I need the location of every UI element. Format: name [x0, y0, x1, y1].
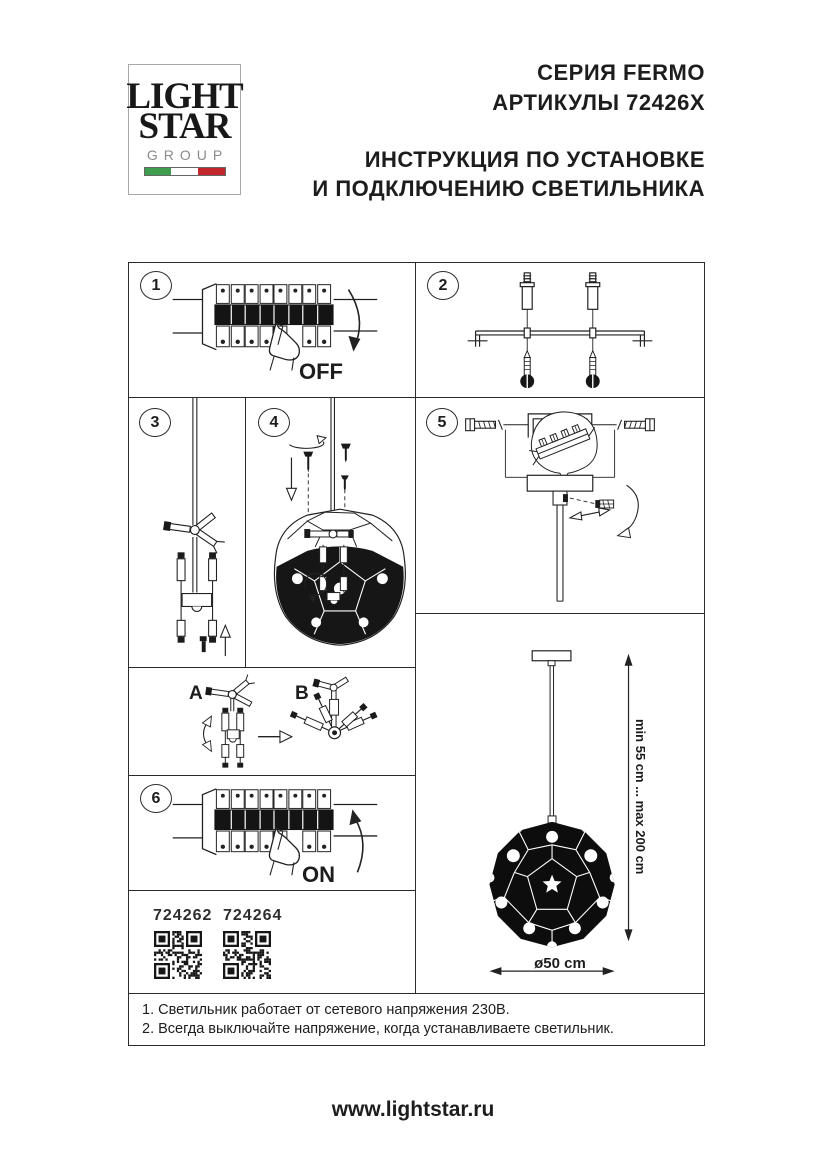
- breaker-off-label: OFF: [299, 359, 343, 384]
- height-dimension-line: [625, 654, 633, 941]
- step-5-panel: [415, 397, 705, 614]
- screw-icon: [586, 351, 600, 388]
- variant-b-label: B: [295, 683, 309, 704]
- shade-assembly-illustration: [246, 398, 415, 667]
- step-1-panel: [128, 262, 416, 398]
- screw-icon: [341, 475, 349, 491]
- rotate-arrow-icon: [202, 716, 211, 751]
- rod-icon: [550, 666, 553, 818]
- step-number-badge: 5: [426, 408, 458, 437]
- website-url: www.lightstar.ru: [331, 1098, 495, 1121]
- lamp-dimensions-panel: [415, 613, 705, 994]
- grub-screw-icon: [596, 500, 614, 508]
- article-codes-panel: [128, 890, 416, 994]
- spider-connector-icon: [163, 513, 225, 554]
- breaker-on-label: ON: [302, 862, 335, 887]
- logo-group: GROUP: [146, 147, 229, 163]
- step-number-badge: 2: [427, 271, 459, 300]
- qr-code-left: [154, 931, 202, 979]
- articles-title: АРТИКУЛЫ 72426X: [492, 90, 705, 115]
- step-4-panel: [245, 397, 416, 668]
- doc-title-line1: ИНСТРУКЦИЯ ПО УСТАНОВКЕ: [364, 147, 705, 172]
- brand-logo: [128, 64, 241, 195]
- mounting-hardware-illustration: [416, 263, 704, 397]
- screw-icon: [303, 452, 313, 473]
- note-line-1: 1. Светильник работает от сетевого напряжения 230В.: [142, 1002, 510, 1018]
- rod-connector-illustration: [129, 398, 245, 667]
- doc-title-line2: И ПОДКЛЮЧЕНИЮ СВЕТИЛЬНИКА: [312, 176, 705, 201]
- note-line-2: 2. Всегда выключайте напряжение, когда устанавливаете светильник.: [142, 1021, 614, 1037]
- arrow-up-icon: [349, 809, 362, 872]
- set-screw-icon: [563, 494, 568, 502]
- lag-screw-icon: [618, 419, 655, 431]
- diameter-label: ø50 cm: [534, 955, 586, 972]
- logo-light: LIGHT: [126, 76, 243, 117]
- qr-code-right: [223, 931, 271, 979]
- anchor-icon: [586, 273, 600, 309]
- variant-ab-panel: [128, 667, 416, 776]
- height-range-label: min 55 cm ... max 200 cm: [633, 719, 648, 875]
- article-number-right: 724264: [223, 907, 283, 924]
- arrow-up-icon: [220, 625, 230, 656]
- lag-screw-icon: [466, 419, 503, 431]
- rotate-arrow-icon: [618, 485, 639, 538]
- canopy-icon: [527, 475, 593, 491]
- shade-ball-icon: [485, 822, 620, 951]
- step-number-badge: 4: [258, 408, 290, 437]
- step-number-badge: 1: [140, 271, 172, 300]
- step-6-panel: [128, 775, 416, 891]
- logo-star: STAR: [138, 106, 231, 147]
- screw-icon: [200, 636, 207, 652]
- mounting-bracket-icon: [468, 328, 653, 347]
- transform-arrow-icon: [258, 731, 292, 743]
- screw-icon: [520, 351, 534, 388]
- step-3-panel: [128, 397, 246, 668]
- screw-icon: [341, 444, 351, 463]
- italian-flag-stripe: [144, 167, 226, 176]
- rod-icon: [557, 505, 563, 601]
- arrow-down-icon: [287, 458, 297, 501]
- anchor-icon: [520, 273, 534, 309]
- swap-arrows-icon: [570, 508, 610, 520]
- variant-a-connector: [202, 675, 254, 768]
- detail-balloon: [525, 412, 599, 481]
- breaker-on-illustration: [129, 776, 415, 890]
- connector-variants-illustration: [129, 668, 415, 775]
- step-number-badge: 6: [140, 784, 172, 813]
- step-number-badge: 3: [139, 408, 171, 437]
- rotate-arrow-icon: [289, 436, 326, 449]
- canopy-mounting-illustration: [416, 398, 704, 613]
- variant-a-label: A: [189, 683, 203, 704]
- series-title: СЕРИЯ FERMO: [537, 60, 705, 85]
- article-number-left: 724262: [153, 907, 213, 924]
- safety-notes-panel: [128, 993, 705, 1046]
- pendant-lamp-illustration: [416, 614, 704, 993]
- ceiling-plate-icon: [532, 651, 571, 661]
- step-2-panel: [415, 262, 705, 398]
